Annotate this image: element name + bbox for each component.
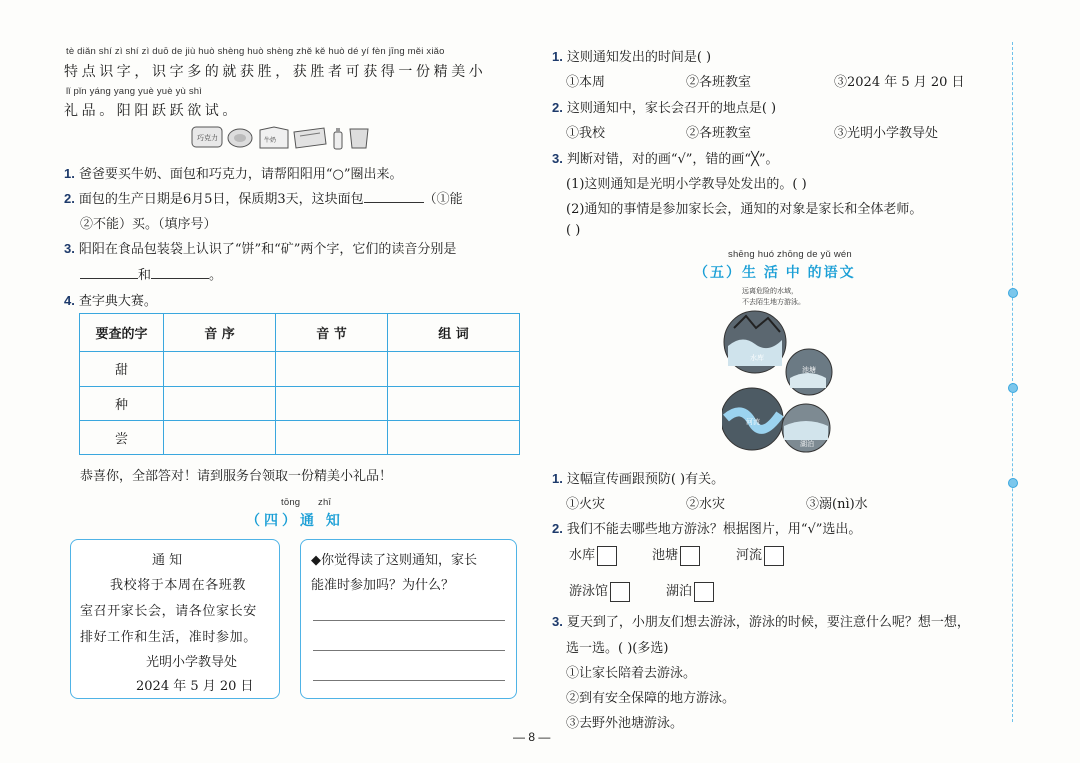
section-4-title: （四）通 知	[246, 512, 344, 528]
table-header: 组 词	[388, 314, 520, 352]
binding-guide-line	[1012, 42, 1013, 722]
poster-question-3: 3. 夏天到了，小朋友们想去游泳，游泳的时候，要注意什么呢？想一想，	[552, 614, 970, 630]
food-products-illustration	[190, 124, 370, 152]
poster-question-3-line-2: 选一选。( )(多选)	[566, 641, 669, 656]
option: ③光明小学教导处	[834, 126, 939, 141]
snack-bag-icon	[350, 129, 368, 148]
option: ③2024 年 5 月 20 日	[834, 75, 965, 90]
answer-blank[interactable]	[364, 190, 424, 203]
binding-dot	[1008, 478, 1018, 488]
right-question-2: 2. 这则通知中，家长会召开的地点是( )	[552, 100, 777, 116]
table-row: 种	[80, 386, 520, 420]
checkbox[interactable]	[680, 546, 700, 566]
section-4-pinyin-1: tōng	[281, 497, 301, 508]
poster-label: 池塘	[802, 366, 816, 374]
pinyin-line-2: lǐ pǐn yáng yang yuè yuè yù shì	[66, 86, 203, 97]
table-header: 音 节	[276, 314, 388, 352]
cookie-icon	[228, 129, 252, 147]
bottle-icon	[334, 128, 342, 149]
svg-text:牛奶: 牛奶	[264, 137, 277, 144]
table-header: 音 序	[164, 314, 276, 352]
checkbox[interactable]	[764, 546, 784, 566]
dictionary-table	[79, 313, 520, 455]
biscuit-pack-icon	[294, 128, 326, 148]
option: ①我校	[566, 126, 606, 141]
poster-question-1: 1. 这幅宣传画跟预防( )有关。	[552, 471, 725, 487]
chocolate-box-icon	[192, 127, 222, 147]
question-3: 3. 阳阳在食品包装袋上认识了“饼”和“矿”两个字，它们的读音分别是	[64, 241, 457, 257]
question-3-answers: 和 。	[80, 264, 222, 283]
option: ③去野外池塘游泳。	[566, 716, 684, 731]
poster-caption-1: 远离危险的水域，	[742, 287, 798, 295]
water-safety-poster	[722, 306, 834, 456]
page-number: — 8 —	[513, 730, 551, 744]
poster-label: 水库	[750, 354, 764, 362]
question-1: 1. 爸爸要买牛奶、面包和巧克力，请帮阳阳用“○”圈出来。	[64, 166, 403, 182]
intro-line-2: 礼品。阳阳跃跃欲试。	[64, 103, 240, 119]
notice-signer: 光明小学教导处	[146, 655, 238, 670]
notice-body-2: 室召开家长会，请各位家长安	[80, 604, 257, 619]
option: ②各班教室	[686, 126, 752, 141]
poster-caption-2: 不去陌生地方游泳。	[742, 298, 805, 306]
option: ②水灾	[686, 497, 726, 512]
section-5-pinyin: shēng huó zhōng de yǔ wén	[728, 249, 852, 260]
option: ①让家长陪着去游泳。	[566, 666, 697, 681]
poster-label: 河流	[746, 418, 760, 426]
answer-blank-bing[interactable]	[80, 266, 138, 279]
place-item: 河流	[736, 544, 784, 566]
checkbox[interactable]	[597, 546, 617, 566]
section-4-pinyin-2: zhī	[318, 497, 332, 508]
place-item: 水库	[569, 544, 617, 566]
checkbox[interactable]	[610, 582, 630, 602]
judgement-2-paren: ( )	[566, 223, 581, 238]
binding-dot	[1008, 288, 1018, 298]
poster-question-2: 2. 我们不能去哪些地方游泳？根据图片，用“√”选出。	[552, 521, 862, 537]
congrats-text: 恭喜你，全部答对！请到服务台领取一份精美小礼品！	[80, 469, 393, 484]
option: ①火灾	[566, 497, 606, 512]
svg-text:巧克力: 巧克力	[197, 134, 218, 142]
table-header: 要查的字	[80, 314, 164, 352]
table-row: 尝	[80, 420, 520, 454]
place-item: 游泳馆	[569, 580, 630, 602]
table-row: 甜	[80, 352, 520, 386]
option: ②各班教室	[686, 75, 752, 90]
option: ②到有安全保障的地方游泳。	[566, 691, 736, 706]
judgement-2: (2)通知的事情是参加家长会，通知的对象是家长和全体老师。	[566, 202, 923, 217]
answer-line[interactable]	[313, 650, 505, 651]
intro-line-1: 特点识字，识字多的就获胜，获胜者可获得一份精美小	[64, 64, 487, 80]
option: ③溺(nì)水	[806, 497, 868, 512]
poster-label: 湖泊	[800, 440, 814, 448]
answer-blank-kuang[interactable]	[151, 266, 209, 279]
answer-line[interactable]	[313, 620, 505, 621]
answer-line[interactable]	[313, 680, 505, 681]
question-box-line-2: 能准时参加吗？为什么？	[311, 578, 455, 593]
notice-title: 通 知	[152, 553, 183, 568]
notice-body-3: 排好工作和生活，准时参加。	[80, 630, 257, 645]
option: ①本周	[566, 75, 606, 90]
place-item: 池塘	[652, 544, 700, 566]
notice-date: 2024 年 5 月 20 日	[136, 679, 254, 694]
right-question-1: 1. 这则通知发出的时间是( )	[552, 49, 712, 65]
binding-dot	[1008, 383, 1018, 393]
section-5-title: （五）生 活 中 的语文	[694, 264, 856, 280]
question-4: 4. 查字典大赛。	[64, 293, 157, 309]
notice-body-1: 我校将于本周在各班教	[110, 578, 247, 593]
question-2-line-2: ②不能）买。（填序号）	[80, 217, 217, 232]
right-question-3: 3. 判断对错，对的画“√”，错的画“╳”。	[552, 151, 779, 167]
pinyin-line-1: tè diǎn shí zì shí zì duō de jiù huò shèng huò shèng zhě kě huò dé yí fèn jīng měi xiǎo	[66, 46, 445, 57]
question-box-line-1: ◆你觉得读了这则通知，家长	[311, 553, 477, 568]
table-header-row	[80, 314, 520, 352]
question-2: 2. 面包的生产日期是6月5日，保质期3天，这块面包 （①能	[64, 191, 463, 207]
judgement-1: (1)这则通知是光明小学教导处发出的。( )	[566, 177, 807, 192]
checkbox[interactable]	[694, 582, 714, 602]
place-item: 湖泊	[666, 580, 714, 602]
milk-carton-icon	[260, 127, 288, 148]
